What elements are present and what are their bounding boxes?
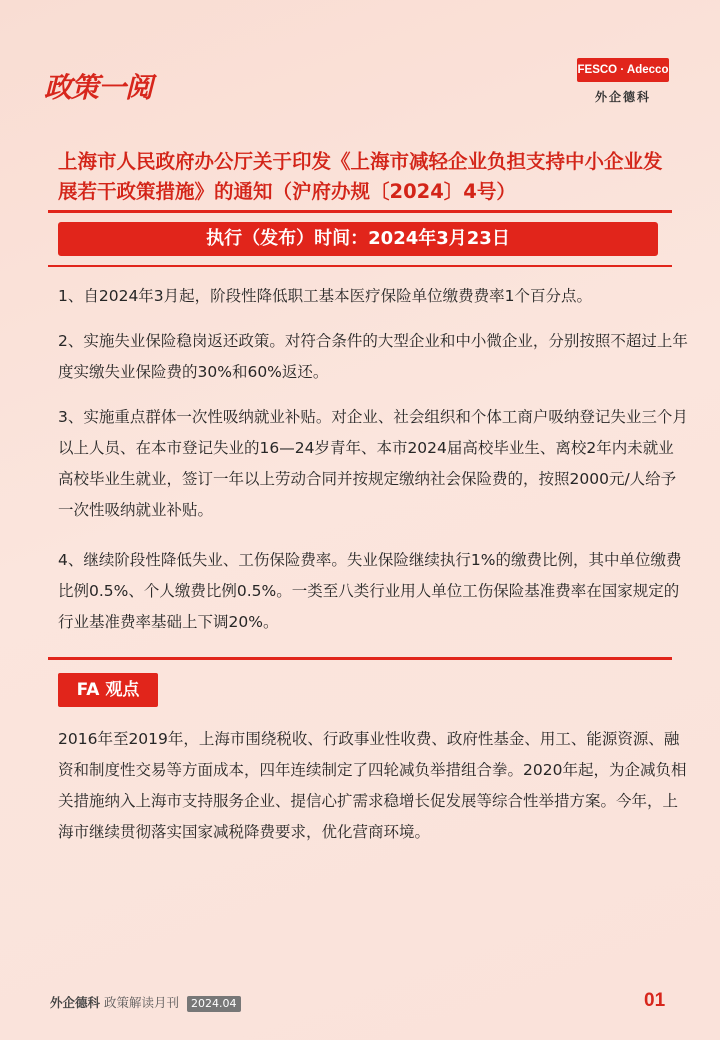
- policy-item-4: 4、继续阶段性降低失业、工伤保险费率。失业保险继续执行1%的缴费比例，其中单位缴费比例0.5%、个人缴费比例0.5%。一类至八类行业用人单位工伤保险基准费率在国家规定的行业基准费率基础上下调20%。: [58, 551, 682, 631]
- policy-logo: 政策一阅: [44, 71, 153, 104]
- footer-publication: [50, 993, 241, 1012]
- page-number: 01: [644, 990, 666, 1011]
- policy-item-3: 3、实施重点群体一次性吸纳就业补贴。对企业、社会组织和个体工商户吸纳登记失业三个月以上人员、在本市登记失业的16—24岁青年、本市2024届高校毕业生、离校2年内未就业高校毕业生就业，签订一年以上劳动合同并按规定缴纳社会保险费的，按照2000元/人给予一次性吸纳就业补贴。: [58, 408, 688, 519]
- brand-name: 外企德科: [594, 90, 651, 104]
- divider-top: [48, 210, 672, 213]
- fa-viewpoint-badge: FA 观点: [58, 673, 158, 707]
- execution-date-banner: 执行（发布）时间：2024年3月23日: [58, 222, 658, 256]
- footer-issue: 2024.04: [187, 996, 241, 1012]
- fa-viewpoint-text: 2016年至2019年，上海市围绕税收、行政事业性收费、政府性基金、用工、能源资源、融资和制度性交易等方面成本，四年连续制定了四轮减负举措组合拳。2020年起，为企减负相关措施纳入上海市支持服务企业、提信心扩需求稳增长促发展等综合性举措方案。今年，上海市继续贯彻落实国家减税降费要求，优化营商环境。: [58, 730, 687, 841]
- fesco-adecco-logo: FESCO · Adecco: [577, 58, 669, 82]
- policy-item-1: 1、自2024年3月起，阶段性降低职工基本医疗保险单位缴费费率1个百分点。: [58, 287, 593, 305]
- footer-brand: 外企德科: [50, 995, 101, 1010]
- footer-publication-name: 政策解读月刊: [104, 995, 180, 1010]
- divider-mid: [48, 657, 672, 660]
- policy-item-2: 2、实施失业保险稳岗返还政策。对符合条件的大型企业和中小微企业，分别按照不超过上年度实缴失业保险费的30%和60%返还。: [58, 332, 688, 381]
- divider-thin: [48, 265, 672, 267]
- document-title: 上海市人民政府办公厅关于印发《上海市减轻企业负担支持中小企业发展若干政策措施》的通知（沪府办规〔2024〕4号）: [58, 150, 663, 203]
